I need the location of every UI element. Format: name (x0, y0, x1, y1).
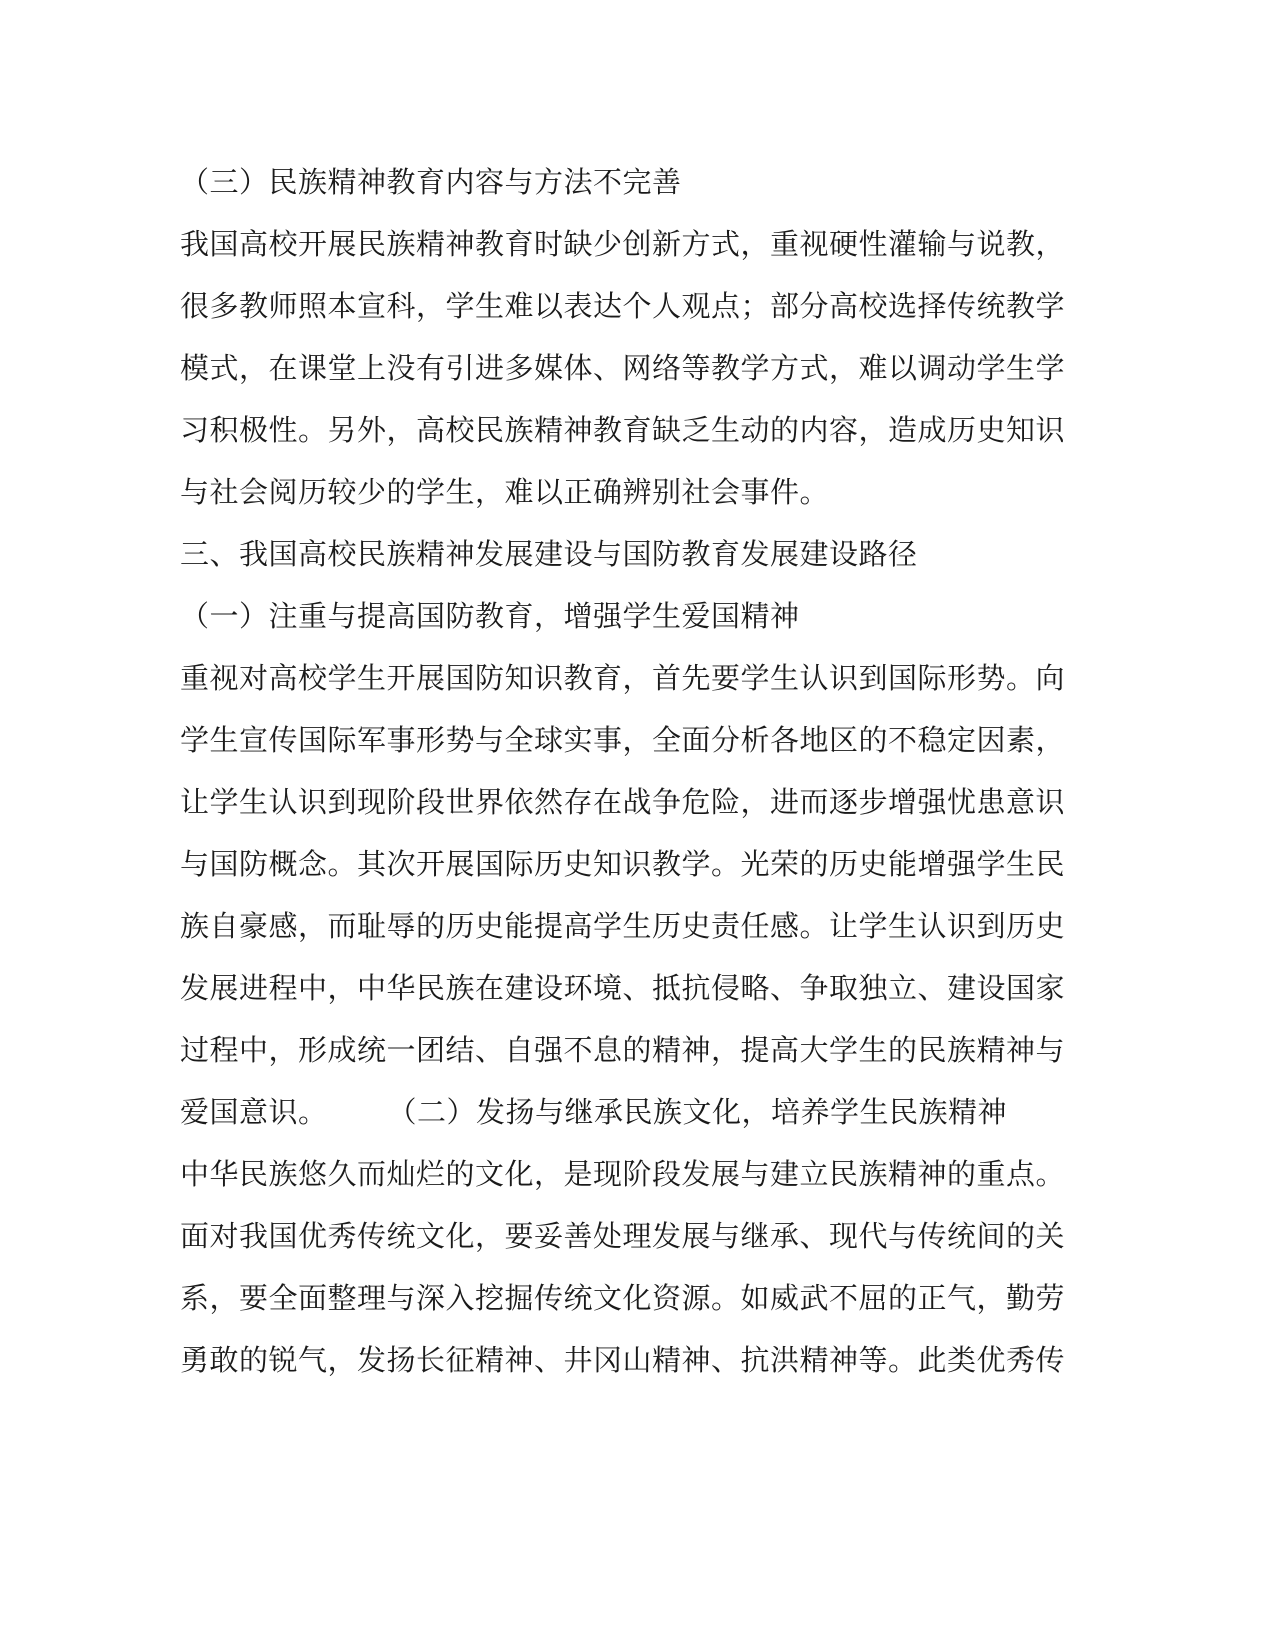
paragraph-line: 学生宣传国际军事形势与全球实事，全面分析各地区的不稳定因素， (180, 723, 1066, 757)
paragraph-line: 面对我国优秀传统文化，要妥善处理发展与继承、现代与传统间的关 (180, 1219, 1066, 1253)
paragraph-line: 很多教师照本宣科，学生难以表达个人观点；部分高校选择传统教学 (180, 289, 1066, 323)
paragraph-line: 与社会阅历较少的学生，难以正确辨别社会事件。 (180, 475, 830, 509)
subsection-heading-2: （二）发扬与继承民族文化，培养学生民族精神 (387, 1095, 1008, 1129)
paragraph-line: 我国高校开展民族精神教育时缺少创新方式，重视硬性灌输与说教， (180, 227, 1066, 261)
paragraph-line: 中华民族悠久而灿烂的文化，是现阶段发展与建立民族精神的重点。 (180, 1157, 1066, 1191)
paragraph-line: 重视对高校学生开展国防知识教育，首先要学生认识到国际形势。向 (180, 661, 1066, 695)
subsection-heading-3: （三）民族精神教育内容与方法不完善 (180, 165, 682, 199)
subsection-heading-1: （一）注重与提高国防教育，增强学生爱国精神 (180, 599, 800, 633)
mixed-paragraph-heading-line (180, 1094, 1060, 1130)
paragraph-line: 族自豪感，而耻辱的历史能提高学生历史责任感。让学生认识到历史 (180, 909, 1066, 943)
paragraph-line: 模式，在课堂上没有引进多媒体、网络等教学方式，难以调动学生学 (180, 351, 1066, 385)
section-heading-3: 三、我国高校民族精神发展建设与国防教育发展建设路径 (180, 537, 918, 571)
paragraph-line: 系，要全面整理与深入挖掘传统文化资源。如威武不屈的正气，勤劳 (180, 1281, 1066, 1315)
paragraph-tail: 爱国意识。 (180, 1095, 328, 1129)
paragraph-line: 发展进程中，中华民族在建设环境、抵抗侵略、争取独立、建设国家 (180, 971, 1066, 1005)
paragraph-line: 与国防概念。其次开展国际历史知识教学。光荣的历史能增强学生民 (180, 847, 1066, 881)
paragraph-line: 让学生认识到现阶段世界依然存在战争危险，进而逐步增强忧患意识 (180, 785, 1066, 819)
paragraph-line: 过程中，形成统一团结、自强不息的精神，提高大学生的民族精神与 (180, 1033, 1066, 1067)
paragraph-line: 勇敢的锐气，发扬长征精神、井冈山精神、抗洪精神等。此类优秀传 (180, 1343, 1066, 1377)
paragraph-line: 习积极性。另外，高校民族精神教育缺乏生动的内容，造成历史知识 (180, 413, 1066, 447)
